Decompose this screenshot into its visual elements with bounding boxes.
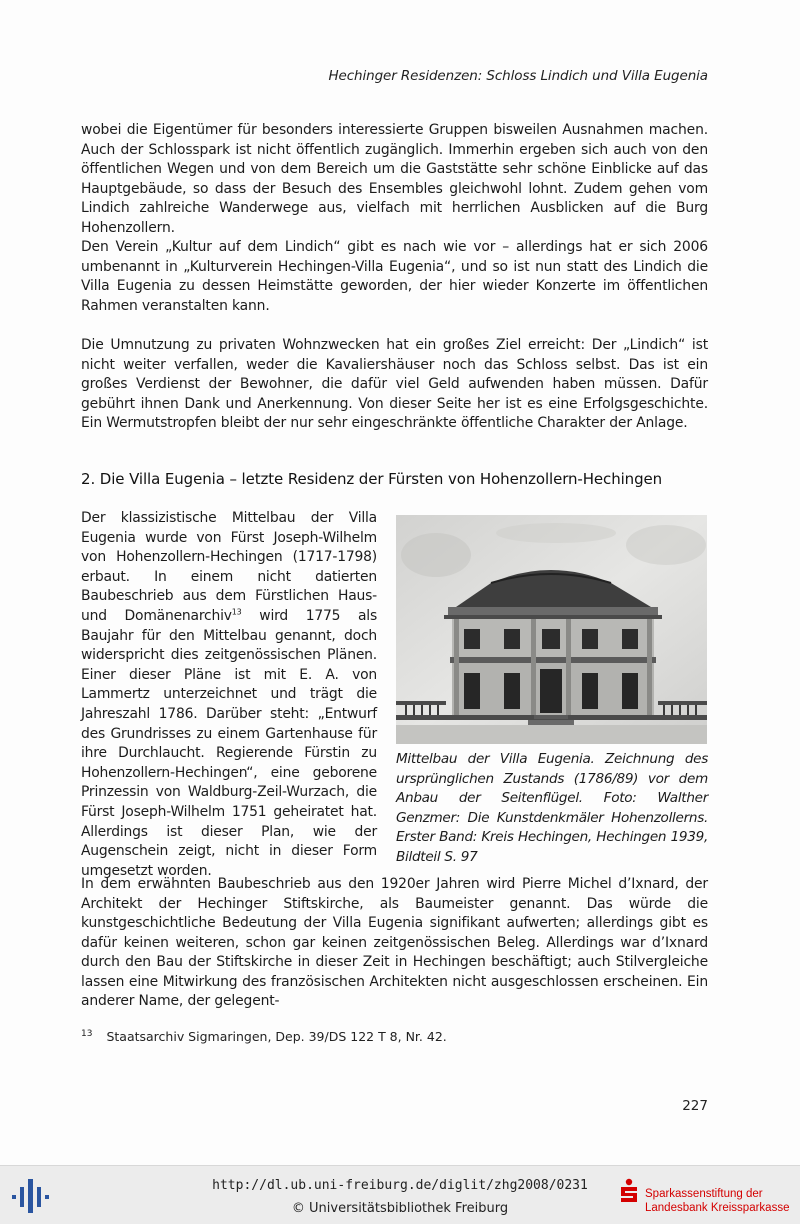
- paragraph-3: Die Umnutzung zu privaten Wohnzwecken hat ein großes Ziel erreicht: Der „Lindich“ ist nicht weiter verfallen, weder die Kavaliershäuser noch das Schloss selbst. Das ist ein großes Verdienst der Bewohner, die dafür viel Geld aufwenden haben müssen. Dafür gebührt ihnen Dank und Anerkennung. Von dieser Seite her ist es eine Erfolgsgeschichte. Ein Wermutstropfen bleibt der nur sehr eingeschränkte öffentliche Charakter der Anlage.: [81, 337, 708, 431]
- sponsor-line-2: Landesbank Kreissparkasse: [645, 1202, 790, 1214]
- villa-drawing-illustration: [396, 515, 707, 744]
- page-number: 227: [682, 1098, 708, 1114]
- paragraph-1: wobei die Eigentümer für besonders interessierte Gruppen bisweilen Ausnahmen machen. Auch der Schlosspark ist nicht öffentlich zugänglich. Immerhin ergeben sich auch von den öffentlichen Wegen und von dem Bereich um die Gaststätte sehr schöne Einblicke auf das Hauptgebäude, so dass der Besuch des Ensembles gleichwohl lohnt. Zudem gehen vom Lindich zahlreiche Wanderwege aus, vielfach mit herrlichen Ausblicken auf die Burg Hohenzollern.: [81, 122, 708, 236]
- sponsor-line-1: Sparkassenstiftung der: [645, 1188, 763, 1200]
- column-text-part-1: Der klassizistische Mittelbau der Villa Eugenia wurde von Fürst Joseph-Wilhelm von Hohenzollern-Hechingen (1717-1798) erbaut. In einem nicht datierten Baubeschrieb aus dem Fürstlichen Haus- und Domänenarchiv: [81, 510, 377, 624]
- footnote-reference[interactable]: 13: [231, 607, 242, 617]
- footnote: [81, 1029, 447, 1044]
- document-url-link[interactable]: http://dl.ub.uni-freiburg.de/diglit/zhg2008/0231: [212, 1178, 588, 1193]
- villa-eugenia-drawing: [396, 515, 707, 744]
- running-head: Hechinger Residenzen: Schloss Lindich und Villa Eugenia: [328, 68, 708, 84]
- column-paragraph: [81, 509, 377, 881]
- paragraph-4: In dem erwähnten Baubeschrieb aus den 1920er Jahren wird Pierre Michel d’Ixnard, der Architekt der Hechinger Stiftskirche, als Baumeister genannt. Das würde die kunstgeschichtliche Bedeutung der Villa Eugenia signifikant aufwerten; allerdings gibt es dafür keinen weiteren, schon gar keinen zeitgenössischen Beleg. Allerdings war d’Ixnard durch den Bau der Stiftskirche in dieser Zeit in Hechingen beschäftigt; auch Stilvergleiche lassen eine Mitwirkung des französischen Architekten nicht ausgeschlossen erscheinen. Ein anderer Name, der gelegent-: [81, 876, 708, 1009]
- column-text-part-2: wird 1775 als Baujahr für den Mittelbau genannt, doch widerspricht dies zeitgenössischen Plänen. Einer dieser Pläne ist mit E. A. von Lammertz unterzeichnet und trägt die Jahreszahl 1786. Darüber steht: „Entwurf des Grundrisses zu einem Gartenhause für ihre Durchlaucht. Regierende Fürstin zu Hohenzollern-Hechingen“, eine geborene Prinzessin von Waldburg-Zeil-Wurzach, die Fürst Joseph-Wilhelm 1751 geheiratet hat. Allerdings ist dieser Plan, wie der Augenschein zeigt, nicht in dieser Form umgesetzt worden.: [81, 607, 377, 879]
- footnote-text: Staatsarchiv Sigmaringen, Dep. 39/DS 122 T 8, Nr. 42.: [106, 1029, 447, 1044]
- sponsor-name[interactable]: [645, 1187, 789, 1215]
- paragraph-2: Den Verein „Kultur auf dem Lindich“ gibt es nach wie vor – allerdings hat er sich 2006 umbenannt in „Kulturverein Hechingen-Villa Eugenia“, und so ist nun statt des Lindich die Villa Eugenia zu dessen Heimstätte geworden, der hier wieder Konzerte im öffentlichen Rahmen veranstalten kann.: [81, 239, 708, 314]
- sparkasse-logo-icon[interactable]: [618, 1178, 640, 1206]
- footnote-number: 13: [81, 1029, 93, 1039]
- figure-caption: Mittelbau der Villa Eugenia. Zeichnung des ursprünglichen Zustands (1786/89) vor dem Anbau der Seitenflügel. Foto: Walther Genzmer: Die Kunstdenkmäler Hohenzollerns. Erster Band: Kreis Hechingen, Hechingen 1939, Bildteil S. 97: [396, 751, 708, 865]
- copyright-notice: © Universitätsbibliothek Freiburg: [291, 1201, 509, 1216]
- section-heading: 2. Die Villa Eugenia – letzte Residenz der Fürsten von Hohenzollern-Hechingen: [81, 470, 663, 488]
